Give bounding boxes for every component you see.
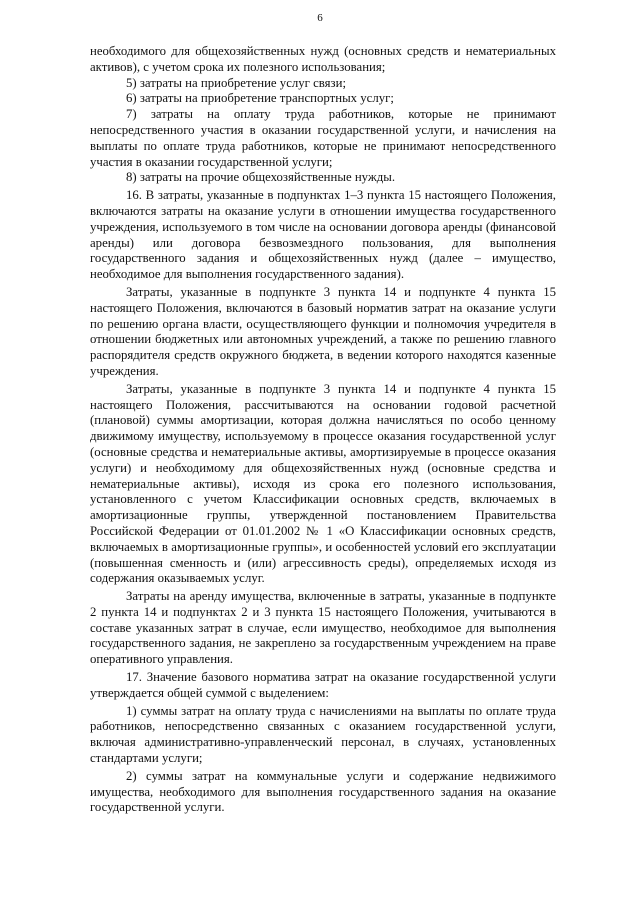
paragraph: 17. Значение базового норматива затрат на оказание государственной услуги утверждается общей суммой с выделением: <box>90 670 556 700</box>
page-number: 6 <box>317 12 323 24</box>
paragraph: 6) затраты на приобретение транспортных услуг; <box>126 91 394 106</box>
paragraph: 1) суммы затрат на оплату труда с начислениями на выплаты по оплате труда работников, непосредственно связанных с оказанием государственной услуги, включая административно-управленческий персонал, в случаях, установленных стандартами услуги; <box>90 703 556 766</box>
paragraph: Затраты, указанные в подпункте 3 пункта 14 и подпункте 4 пункта 15 настоящего Положения, включаются в базовый норматив затрат на оказание услуги по решению органа власти, осуществляющего функции и полномочия учредителя в отношении бюджетных или автономных учреждений, а также по решению главного распорядителя средств окружного бюджета, в ведении которого находятся казенные учреждения. <box>90 284 556 378</box>
paragraph: 7) затраты на оплату труда работников, которые не принимают непосредственного участия в оказании государственной услуги, и начисления на выплаты по оплате труда работников, которые не принимают непосредственного участия в оказании государственной услуги; <box>90 107 556 169</box>
paragraph: 5) затраты на приобретение услуг связи; <box>126 75 347 90</box>
document-body <box>90 44 556 816</box>
paragraph: 8) затраты на прочие общехозяйственные нужды. <box>126 170 396 185</box>
paragraph: необходимого для общехозяйственных нужд (основных средств и нематериальных активов), с учетом срока их полезного использования; <box>90 44 556 74</box>
paragraph: Затраты, указанные в подпункте 3 пункта 14 и подпункте 4 пункта 15 настоящего Положения, рассчитываются на основании годовой расчетной (плановой) суммы амортизации, которая должна начисляться по особо ценному движимому имуществу, используемому в процессе оказания государственной услуг (основные средства и нематериальные активы, амортизируемые в процессе оказания услуги) и необходимому для общехозяйственных нужд (основные средства и нематериальные активы), исходя из срока его полезного использования, установленного с учетом Классификации основных средств, включаемых в амортизационные группы, утвержденной постановлением Правительства Российской Федерации от 01.01.2002 № 1 «О Классификации основных средств, включаемых в амортизационные группы», и особенностей условий его эксплуатации (повышенная сменность и (или) агрессивность среды), определяемых исходя из содержания оказываемых услуг. <box>90 381 556 586</box>
paragraph: Затраты на аренду имущества, включенные в затраты, указанные в подпункте 2 пункта 14 и подпунктах 2 и 3 пункта 15 настоящего Положения, учитываются в составе указанных затрат в случае, если имущество, необходимое для выполнения государственного задания, не закреплено за государственным учреждением на праве оперативного управления. <box>90 589 556 667</box>
paragraph: 2) суммы затрат на коммунальные услуги и содержание недвижимого имущества, необходимого для выполнения государственного задания на оказание государственной услуги. <box>90 768 556 815</box>
paragraph: 16. В затраты, указанные в подпунктах 1–3 пункта 15 настоящего Положения, включаются затраты на оказание услуги в отношении имущества государственного учреждения, используемого в том числе на основании договора аренды (финансовой аренды) или договора безвозмездного пользования, для выполнения государственного задания и общехозяйственных нужд (далее – имущество, необходимое для выполнения государственного задания). <box>90 188 556 282</box>
